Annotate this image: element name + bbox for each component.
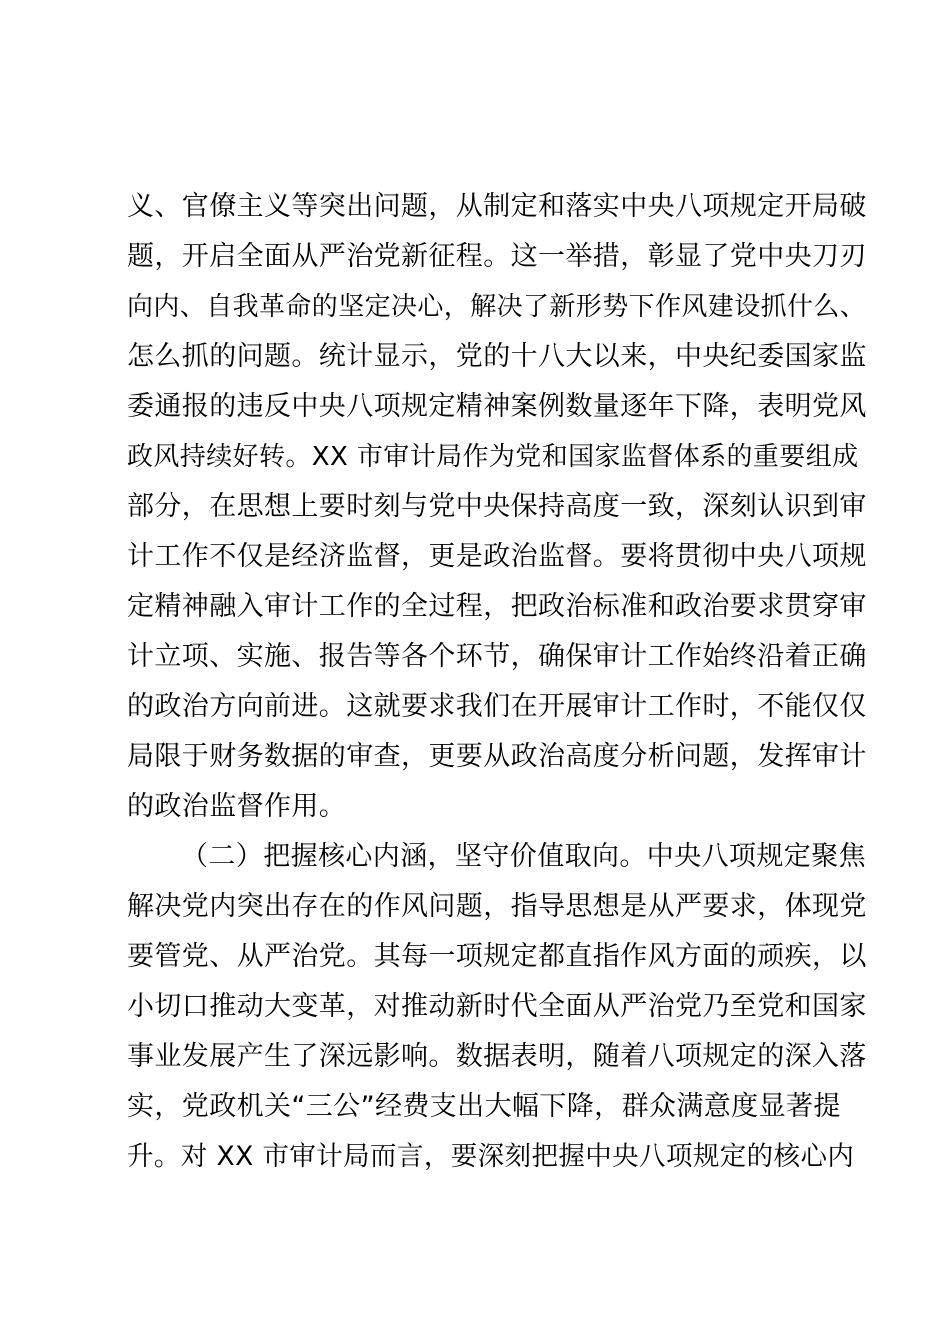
text-line: 升。对 XX 市审计局而言，要深刻把握中央八项规定的核心内 [127, 1141, 855, 1172]
text-line: 计工作不仅是经济监督，更是政治监督。要将贯彻中央八项规 [127, 541, 867, 572]
text-line: 政风持续好转。XX 市审计局作为党和国家监督体系的重要组成 [127, 442, 859, 472]
text-line: 事业发展产生了深远影响。数据表明，随着八项规定的深入落 [127, 1041, 867, 1072]
text-line: 小切口推动大变革，对推动新时代全面从严治党乃至党和国家 [127, 991, 867, 1022]
text-line: 的政治方向前进。这就要求我们在开展审计工作时，不能仅仅 [127, 691, 867, 722]
text-line: 部分，在思想上要时刻与党中央保持高度一致，深刻认识到审 [127, 491, 867, 522]
text-line: 义、官僚主义等突出问题，从制定和落实中央八项规定开局破 [127, 191, 867, 222]
text-line: 要管党、从严治党。其每一项规定都直指作风方面的顽疾，以 [127, 941, 867, 972]
text-line: 定精神融入审计工作的全过程，把政治标准和政治要求贯穿审 [127, 591, 867, 622]
text-line: 局限于财务数据的审查，更要从政治高度分析问题，发挥审计 [127, 741, 867, 772]
text-line: 的政治监督作用。 [127, 791, 347, 822]
text-line: 解决党内突出存在的作风问题，指导思想是从严要求，体现党 [127, 891, 867, 922]
text-line: 怎么抓的问题。统计显示，党的十八大以来，中央纪委国家监 [127, 341, 867, 372]
text-line: 计立项、实施、报告等各个环节，确保审计工作始终沿着正确 [127, 641, 867, 672]
section-heading-line: （二）把握核心内涵，坚守价值取向。中央八项规定聚焦 [181, 841, 866, 872]
body-text [127, 182, 867, 1182]
text-line: 委通报的违反中央八项规定精神案例数量逐年下降，表明党风 [127, 391, 867, 422]
text-line: 实，党政机关“三公”经费支出大幅下降，群众满意度显著提 [127, 1091, 841, 1122]
text-line: 向内、自我革命的坚定决心，解决了新形势下作风建设抓什么、 [127, 292, 867, 322]
text-line: 题，开启全面从严治党新征程。这一举措，彰显了党中央刀刃 [127, 241, 867, 272]
